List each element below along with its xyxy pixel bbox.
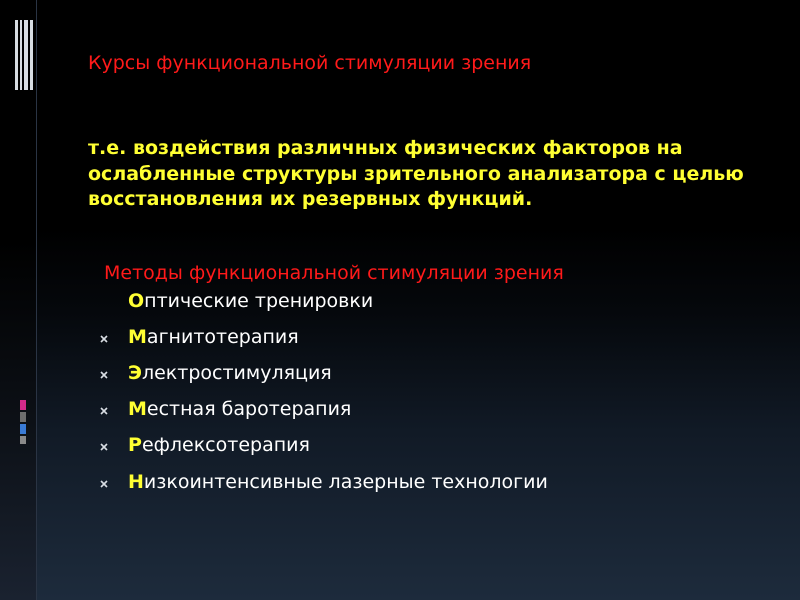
slide-heading: Курсы функциональной стимуляции зрения [88, 52, 532, 74]
x-bullet-icon [100, 407, 108, 415]
list-item-rest: естная баротерапия [146, 398, 352, 420]
x-bullet-icon [100, 335, 108, 343]
left-decorative-stripe [0, 0, 37, 600]
x-bullet-icon [100, 443, 108, 451]
list-item-rest: ефлексотерапия [141, 434, 310, 456]
list-item-text [128, 434, 310, 456]
x-bullet-icon [100, 371, 108, 379]
list-item-text [128, 471, 548, 493]
list-item-first-letter: Р [128, 434, 142, 456]
list-item-first-letter: О [128, 290, 145, 312]
list-item-rest: лектростимуляция [141, 362, 332, 384]
list-item-rest: изкоинтенсивные лазерные технологии [143, 471, 548, 493]
list-item-text [128, 290, 373, 312]
list-item-first-letter: М [128, 398, 147, 420]
color-bars-decoration-icon [20, 400, 30, 445]
x-bullet-icon [100, 480, 108, 488]
barcode-decoration-icon [15, 20, 33, 90]
list-item-first-letter: М [128, 326, 147, 348]
list-item-rest: птические тренировки [144, 290, 374, 312]
list-item-first-letter: Н [128, 471, 144, 493]
list-item-text [128, 326, 299, 348]
list-item-rest: агнитотерапия [146, 326, 299, 348]
methods-title: Методы функциональной стимуляции зрения [104, 262, 564, 284]
definition-text: т.е. воздействия различных физических факторов на ослабленные структуры зрительного анализатора с целью восстановления их резервных функций. [88, 137, 744, 210]
list-item-text [128, 362, 332, 384]
list-item-text [128, 398, 351, 420]
list-item-first-letter: Э [128, 362, 142, 384]
